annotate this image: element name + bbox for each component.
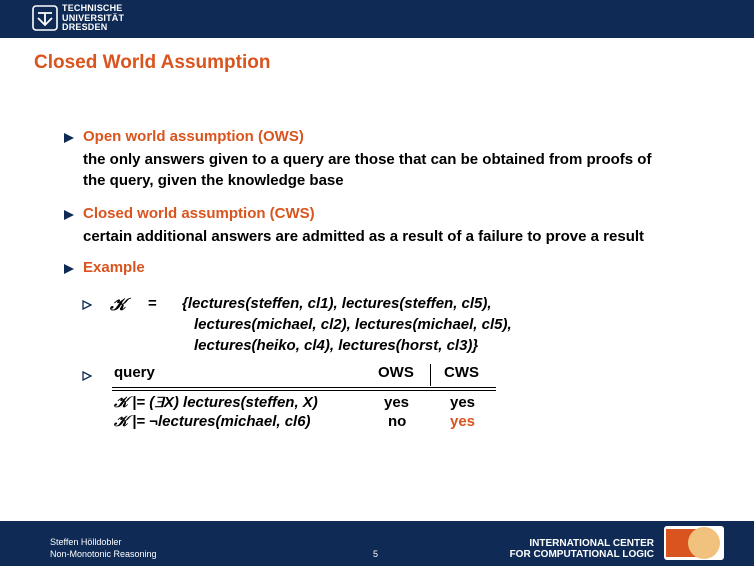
kb-row-1: {lectures(steffen, cl1), lectures(steffen, cl5),: [182, 295, 492, 312]
footer-center-name: [510, 538, 654, 560]
kb-row-3: lectures(heiko, cl4), lectures(horst, cl3)}: [194, 337, 479, 354]
bullet-arrow-icon: [64, 264, 74, 274]
logo-text: [62, 4, 124, 33]
kb-symbol: 𝒦: [110, 295, 126, 314]
slide-title: Closed World Assumption: [34, 52, 271, 73]
tu-dresden-logo-icon: [32, 5, 58, 31]
table-divider: [430, 364, 431, 386]
logo-line-1: TECHNISCHE: [62, 3, 123, 13]
table-header-query: query: [114, 364, 155, 381]
center-name-line-2: FOR COMPUTATIONAL LOGIC: [509, 549, 654, 560]
bullet-heading-ows: Open world assumption (OWS): [83, 128, 304, 145]
footer-page-number: 5: [373, 549, 379, 559]
footer-bar: [0, 521, 754, 566]
table-header-cws: CWS: [444, 364, 479, 381]
table-row-1-ows: yes: [384, 394, 410, 411]
sub-bullet-triangle-icon: [82, 300, 92, 310]
table-row-2-ows: no: [388, 413, 407, 430]
bullet-heading-cws: Closed world assumption (CWS): [83, 205, 315, 222]
table-row-1-query: 𝒦 |= (∃X) lectures(steffen, X): [114, 394, 318, 411]
center-name-line-1: INTERNATIONAL CENTER: [529, 538, 654, 549]
bullet-text-ows-1: the only answers given to a query are those that can be obtained from proofs of: [83, 151, 652, 168]
iccl-logo-icon: [664, 526, 724, 560]
footer-course: Non-Monotonic Reasoning: [50, 549, 157, 559]
logo-line-3: DRESDEN: [62, 22, 108, 32]
table-rule: [112, 390, 496, 391]
bullet-arrow-icon: [64, 133, 74, 143]
footer-author: Steffen Hölldobler: [50, 537, 122, 547]
header-bar: [0, 0, 754, 38]
table-row-2-query: 𝒦 |= ¬lectures(michael, cl6): [114, 413, 311, 430]
bullet-arrow-icon: [64, 210, 74, 220]
logo-line-2: UNIVERSITÄT: [62, 12, 125, 23]
table-row-2-cws: yes: [450, 413, 476, 430]
bullet-heading-example: Example: [83, 259, 145, 276]
bullet-text-cws-1: certain additional answers are admitted as a result of a failure to prove a result: [83, 228, 645, 245]
university-logo: [32, 4, 124, 33]
kb-row-2: lectures(michael, cl2), lectures(michael, cl5),: [194, 316, 512, 333]
table-rule: [112, 387, 496, 388]
table-header-ows: OWS: [378, 364, 414, 381]
bullet-text-ows-2: the query, given the knowledge base: [83, 172, 344, 189]
table-row-1-cws: yes: [450, 394, 476, 411]
sub-bullet-triangle-icon: [82, 371, 92, 381]
kb-equals: =: [148, 295, 157, 312]
